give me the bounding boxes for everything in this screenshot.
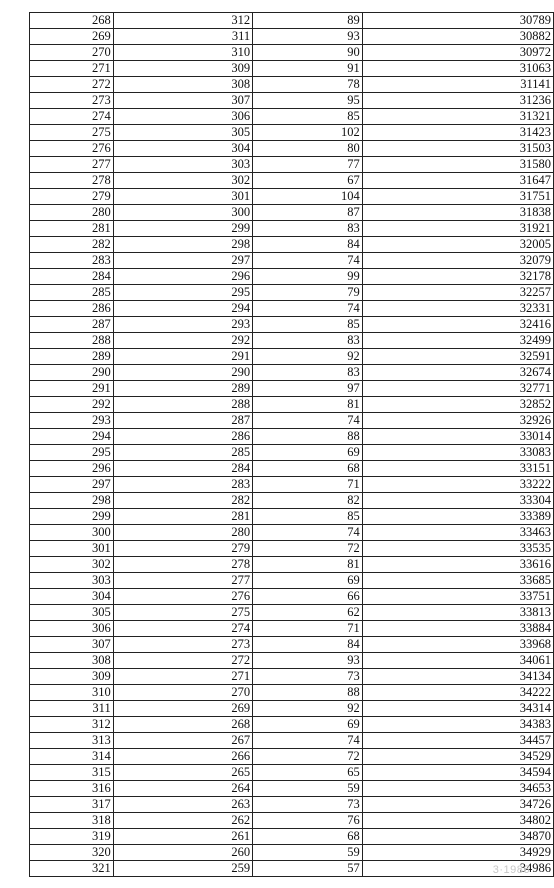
table-row [30,381,554,397]
rank-cell: 321 [30,861,114,877]
table-row [30,701,554,717]
rank-cell: 316 [30,781,114,797]
cumulative-cell: 34726 [362,797,553,813]
cumulative-cell: 33014 [362,429,553,445]
count-cell: 88 [253,429,363,445]
count-cell: 91 [253,61,363,77]
count-cell: 62 [253,605,363,621]
cumulative-cell: 31141 [362,77,553,93]
count-cell: 81 [253,397,363,413]
score-cell: 263 [113,797,252,813]
rank-cell: 308 [30,653,114,669]
cumulative-cell: 31751 [362,189,553,205]
table-row [30,205,554,221]
table-row [30,477,554,493]
count-cell: 66 [253,589,363,605]
cumulative-cell: 32416 [362,317,553,333]
cumulative-cell: 32926 [362,413,553,429]
rank-cell: 268 [30,13,114,29]
score-cell: 283 [113,477,252,493]
table-row [30,61,554,77]
table-row [30,525,554,541]
cumulative-cell: 34383 [362,717,553,733]
count-cell: 74 [253,733,363,749]
table-row [30,669,554,685]
count-cell: 85 [253,317,363,333]
ranking-table [29,12,554,877]
table-row [30,237,554,253]
rank-cell: 298 [30,493,114,509]
table-row [30,621,554,637]
score-cell: 260 [113,845,252,861]
count-cell: 74 [253,301,363,317]
count-cell: 92 [253,349,363,365]
rank-cell: 290 [30,365,114,381]
count-cell: 59 [253,781,363,797]
score-cell: 312 [113,13,252,29]
score-cell: 290 [113,365,252,381]
score-cell: 280 [113,525,252,541]
count-cell: 87 [253,205,363,221]
table-row [30,813,554,829]
score-cell: 300 [113,205,252,221]
table-row [30,29,554,45]
rank-cell: 300 [30,525,114,541]
table-row [30,13,554,29]
cumulative-cell: 34594 [362,765,553,781]
cumulative-cell: 31838 [362,205,553,221]
rank-cell: 318 [30,813,114,829]
score-cell: 310 [113,45,252,61]
cumulative-cell: 33968 [362,637,553,653]
table-row [30,605,554,621]
table-row [30,253,554,269]
rank-cell: 277 [30,157,114,173]
table-row [30,493,554,509]
rank-cell: 296 [30,461,114,477]
rank-cell: 281 [30,221,114,237]
count-cell: 99 [253,269,363,285]
cumulative-cell: 33304 [362,493,553,509]
table-row [30,797,554,813]
table-row [30,749,554,765]
count-cell: 92 [253,701,363,717]
score-cell: 277 [113,573,252,589]
score-cell: 281 [113,509,252,525]
rank-cell: 315 [30,765,114,781]
score-cell: 291 [113,349,252,365]
rank-cell: 299 [30,509,114,525]
cumulative-cell: 33151 [362,461,553,477]
cumulative-cell: 34314 [362,701,553,717]
table-row [30,77,554,93]
score-cell: 288 [113,397,252,413]
cumulative-cell: 31580 [362,157,553,173]
cumulative-cell: 34802 [362,813,553,829]
cumulative-cell: 32499 [362,333,553,349]
table-row [30,541,554,557]
table-row [30,333,554,349]
score-cell: 296 [113,269,252,285]
count-cell: 68 [253,829,363,845]
cumulative-cell: 32852 [362,397,553,413]
cumulative-cell: 33751 [362,589,553,605]
cumulative-cell: 34653 [362,781,553,797]
rank-cell: 297 [30,477,114,493]
cumulative-cell: 34870 [362,829,553,845]
score-cell: 301 [113,189,252,205]
count-cell: 74 [253,253,363,269]
cumulative-cell: 34134 [362,669,553,685]
watermark-text: 3·1986 [492,864,530,876]
rank-cell: 307 [30,637,114,653]
count-cell: 79 [253,285,363,301]
score-cell: 282 [113,493,252,509]
rank-cell: 275 [30,125,114,141]
count-cell: 93 [253,29,363,45]
score-cell: 292 [113,333,252,349]
cumulative-cell: 31503 [362,141,553,157]
cumulative-cell: 33616 [362,557,553,573]
cumulative-cell: 33222 [362,477,553,493]
score-cell: 264 [113,781,252,797]
count-cell: 72 [253,749,363,765]
cumulative-cell: 32331 [362,301,553,317]
count-cell: 59 [253,845,363,861]
score-cell: 289 [113,381,252,397]
rank-cell: 287 [30,317,114,333]
cumulative-cell: 32674 [362,365,553,381]
rank-cell: 280 [30,205,114,221]
rank-cell: 292 [30,397,114,413]
cumulative-cell: 34222 [362,685,553,701]
cumulative-cell: 31423 [362,125,553,141]
count-cell: 85 [253,509,363,525]
score-cell: 303 [113,157,252,173]
count-cell: 72 [253,541,363,557]
score-cell: 276 [113,589,252,605]
rank-cell: 306 [30,621,114,637]
cumulative-cell: 34986 [362,861,553,877]
cumulative-cell: 31647 [362,173,553,189]
table-row [30,653,554,669]
count-cell: 80 [253,141,363,157]
table-row [30,109,554,125]
score-cell: 269 [113,701,252,717]
count-cell: 102 [253,125,363,141]
ranking-table-body [30,13,554,877]
table-row [30,189,554,205]
score-cell: 271 [113,669,252,685]
count-cell: 57 [253,861,363,877]
cumulative-cell: 31321 [362,109,553,125]
count-cell: 83 [253,333,363,349]
score-cell: 273 [113,637,252,653]
score-cell: 302 [113,173,252,189]
table-row [30,637,554,653]
cumulative-cell: 33389 [362,509,553,525]
cumulative-cell: 31921 [362,221,553,237]
count-cell: 78 [253,77,363,93]
table-row [30,269,554,285]
score-cell: 261 [113,829,252,845]
rank-cell: 283 [30,253,114,269]
count-cell: 74 [253,413,363,429]
rank-cell: 279 [30,189,114,205]
cumulative-cell: 32771 [362,381,553,397]
cumulative-cell: 33535 [362,541,553,557]
count-cell: 76 [253,813,363,829]
score-cell: 285 [113,445,252,461]
score-cell: 267 [113,733,252,749]
cumulative-cell: 32079 [362,253,553,269]
rank-cell: 314 [30,749,114,765]
table-row [30,557,554,573]
count-cell: 69 [253,573,363,589]
table-row [30,781,554,797]
rank-cell: 269 [30,29,114,45]
count-cell: 73 [253,669,363,685]
cumulative-cell: 32178 [362,269,553,285]
score-cell: 295 [113,285,252,301]
table-row [30,765,554,781]
table-row [30,285,554,301]
table-row [30,509,554,525]
count-cell: 104 [253,189,363,205]
score-cell: 297 [113,253,252,269]
score-cell: 262 [113,813,252,829]
count-cell: 69 [253,717,363,733]
table-row [30,301,554,317]
table-row [30,733,554,749]
count-cell: 69 [253,445,363,461]
cumulative-cell: 30882 [362,29,553,45]
score-cell: 284 [113,461,252,477]
cumulative-cell: 33813 [362,605,553,621]
count-cell: 97 [253,381,363,397]
score-cell: 268 [113,717,252,733]
score-cell: 270 [113,685,252,701]
cumulative-cell: 32591 [362,349,553,365]
table-row [30,861,554,877]
count-cell: 84 [253,237,363,253]
cumulative-cell: 31236 [362,93,553,109]
rank-cell: 303 [30,573,114,589]
table-row [30,141,554,157]
count-cell: 85 [253,109,363,125]
rank-cell: 305 [30,605,114,621]
table-row [30,157,554,173]
table-row [30,845,554,861]
count-cell: 65 [253,765,363,781]
score-cell: 278 [113,557,252,573]
rank-cell: 271 [30,61,114,77]
table-row [30,685,554,701]
cumulative-cell: 32005 [362,237,553,253]
count-cell: 71 [253,477,363,493]
rank-cell: 288 [30,333,114,349]
cumulative-cell: 33884 [362,621,553,637]
rank-cell: 317 [30,797,114,813]
table-row [30,413,554,429]
score-cell: 266 [113,749,252,765]
cumulative-cell: 31063 [362,61,553,77]
count-cell: 83 [253,365,363,381]
rank-cell: 309 [30,669,114,685]
rank-cell: 310 [30,685,114,701]
rank-cell: 311 [30,701,114,717]
count-cell: 84 [253,637,363,653]
cumulative-cell: 34061 [362,653,553,669]
rank-cell: 276 [30,141,114,157]
rank-cell: 319 [30,829,114,845]
score-cell: 287 [113,413,252,429]
score-cell: 286 [113,429,252,445]
table-row [30,45,554,61]
cumulative-cell: 34929 [362,845,553,861]
table-row [30,397,554,413]
rank-cell: 291 [30,381,114,397]
table-row [30,349,554,365]
table-row [30,93,554,109]
cumulative-cell: 34529 [362,749,553,765]
rank-cell: 274 [30,109,114,125]
count-cell: 71 [253,621,363,637]
score-cell: 279 [113,541,252,557]
score-cell: 308 [113,77,252,93]
rank-cell: 294 [30,429,114,445]
table-row [30,429,554,445]
table-row [30,829,554,845]
count-cell: 74 [253,525,363,541]
table-row [30,125,554,141]
table-row [30,445,554,461]
count-cell: 90 [253,45,363,61]
rank-cell: 282 [30,237,114,253]
table-row [30,173,554,189]
count-cell: 89 [253,13,363,29]
rank-cell: 272 [30,77,114,93]
score-cell: 307 [113,93,252,109]
rank-cell: 286 [30,301,114,317]
ranking-table-container [29,12,554,877]
cumulative-cell: 33083 [362,445,553,461]
count-cell: 67 [253,173,363,189]
rank-cell: 284 [30,269,114,285]
count-cell: 88 [253,685,363,701]
score-cell: 294 [113,301,252,317]
score-cell: 275 [113,605,252,621]
cumulative-cell: 30789 [362,13,553,29]
table-row [30,717,554,733]
score-cell: 259 [113,861,252,877]
rank-cell: 295 [30,445,114,461]
table-row [30,317,554,333]
score-cell: 306 [113,109,252,125]
score-cell: 272 [113,653,252,669]
count-cell: 83 [253,221,363,237]
rank-cell: 304 [30,589,114,605]
score-cell: 304 [113,141,252,157]
cumulative-cell: 33463 [362,525,553,541]
count-cell: 77 [253,157,363,173]
rank-cell: 312 [30,717,114,733]
count-cell: 81 [253,557,363,573]
cumulative-cell: 32257 [362,285,553,301]
score-cell: 309 [113,61,252,77]
score-cell: 305 [113,125,252,141]
cumulative-cell: 33685 [362,573,553,589]
count-cell: 93 [253,653,363,669]
rank-cell: 270 [30,45,114,61]
table-row [30,589,554,605]
count-cell: 68 [253,461,363,477]
rank-cell: 293 [30,413,114,429]
score-cell: 293 [113,317,252,333]
score-cell: 274 [113,621,252,637]
table-row [30,573,554,589]
rank-cell: 301 [30,541,114,557]
count-cell: 73 [253,797,363,813]
table-row [30,221,554,237]
rank-cell: 273 [30,93,114,109]
score-cell: 311 [113,29,252,45]
score-cell: 298 [113,237,252,253]
rank-cell: 302 [30,557,114,573]
score-cell: 299 [113,221,252,237]
cumulative-cell: 34457 [362,733,553,749]
count-cell: 95 [253,93,363,109]
table-row [30,461,554,477]
rank-cell: 320 [30,845,114,861]
count-cell: 82 [253,493,363,509]
rank-cell: 285 [30,285,114,301]
rank-cell: 313 [30,733,114,749]
score-cell: 265 [113,765,252,781]
cumulative-cell: 30972 [362,45,553,61]
table-row [30,365,554,381]
rank-cell: 278 [30,173,114,189]
rank-cell: 289 [30,349,114,365]
